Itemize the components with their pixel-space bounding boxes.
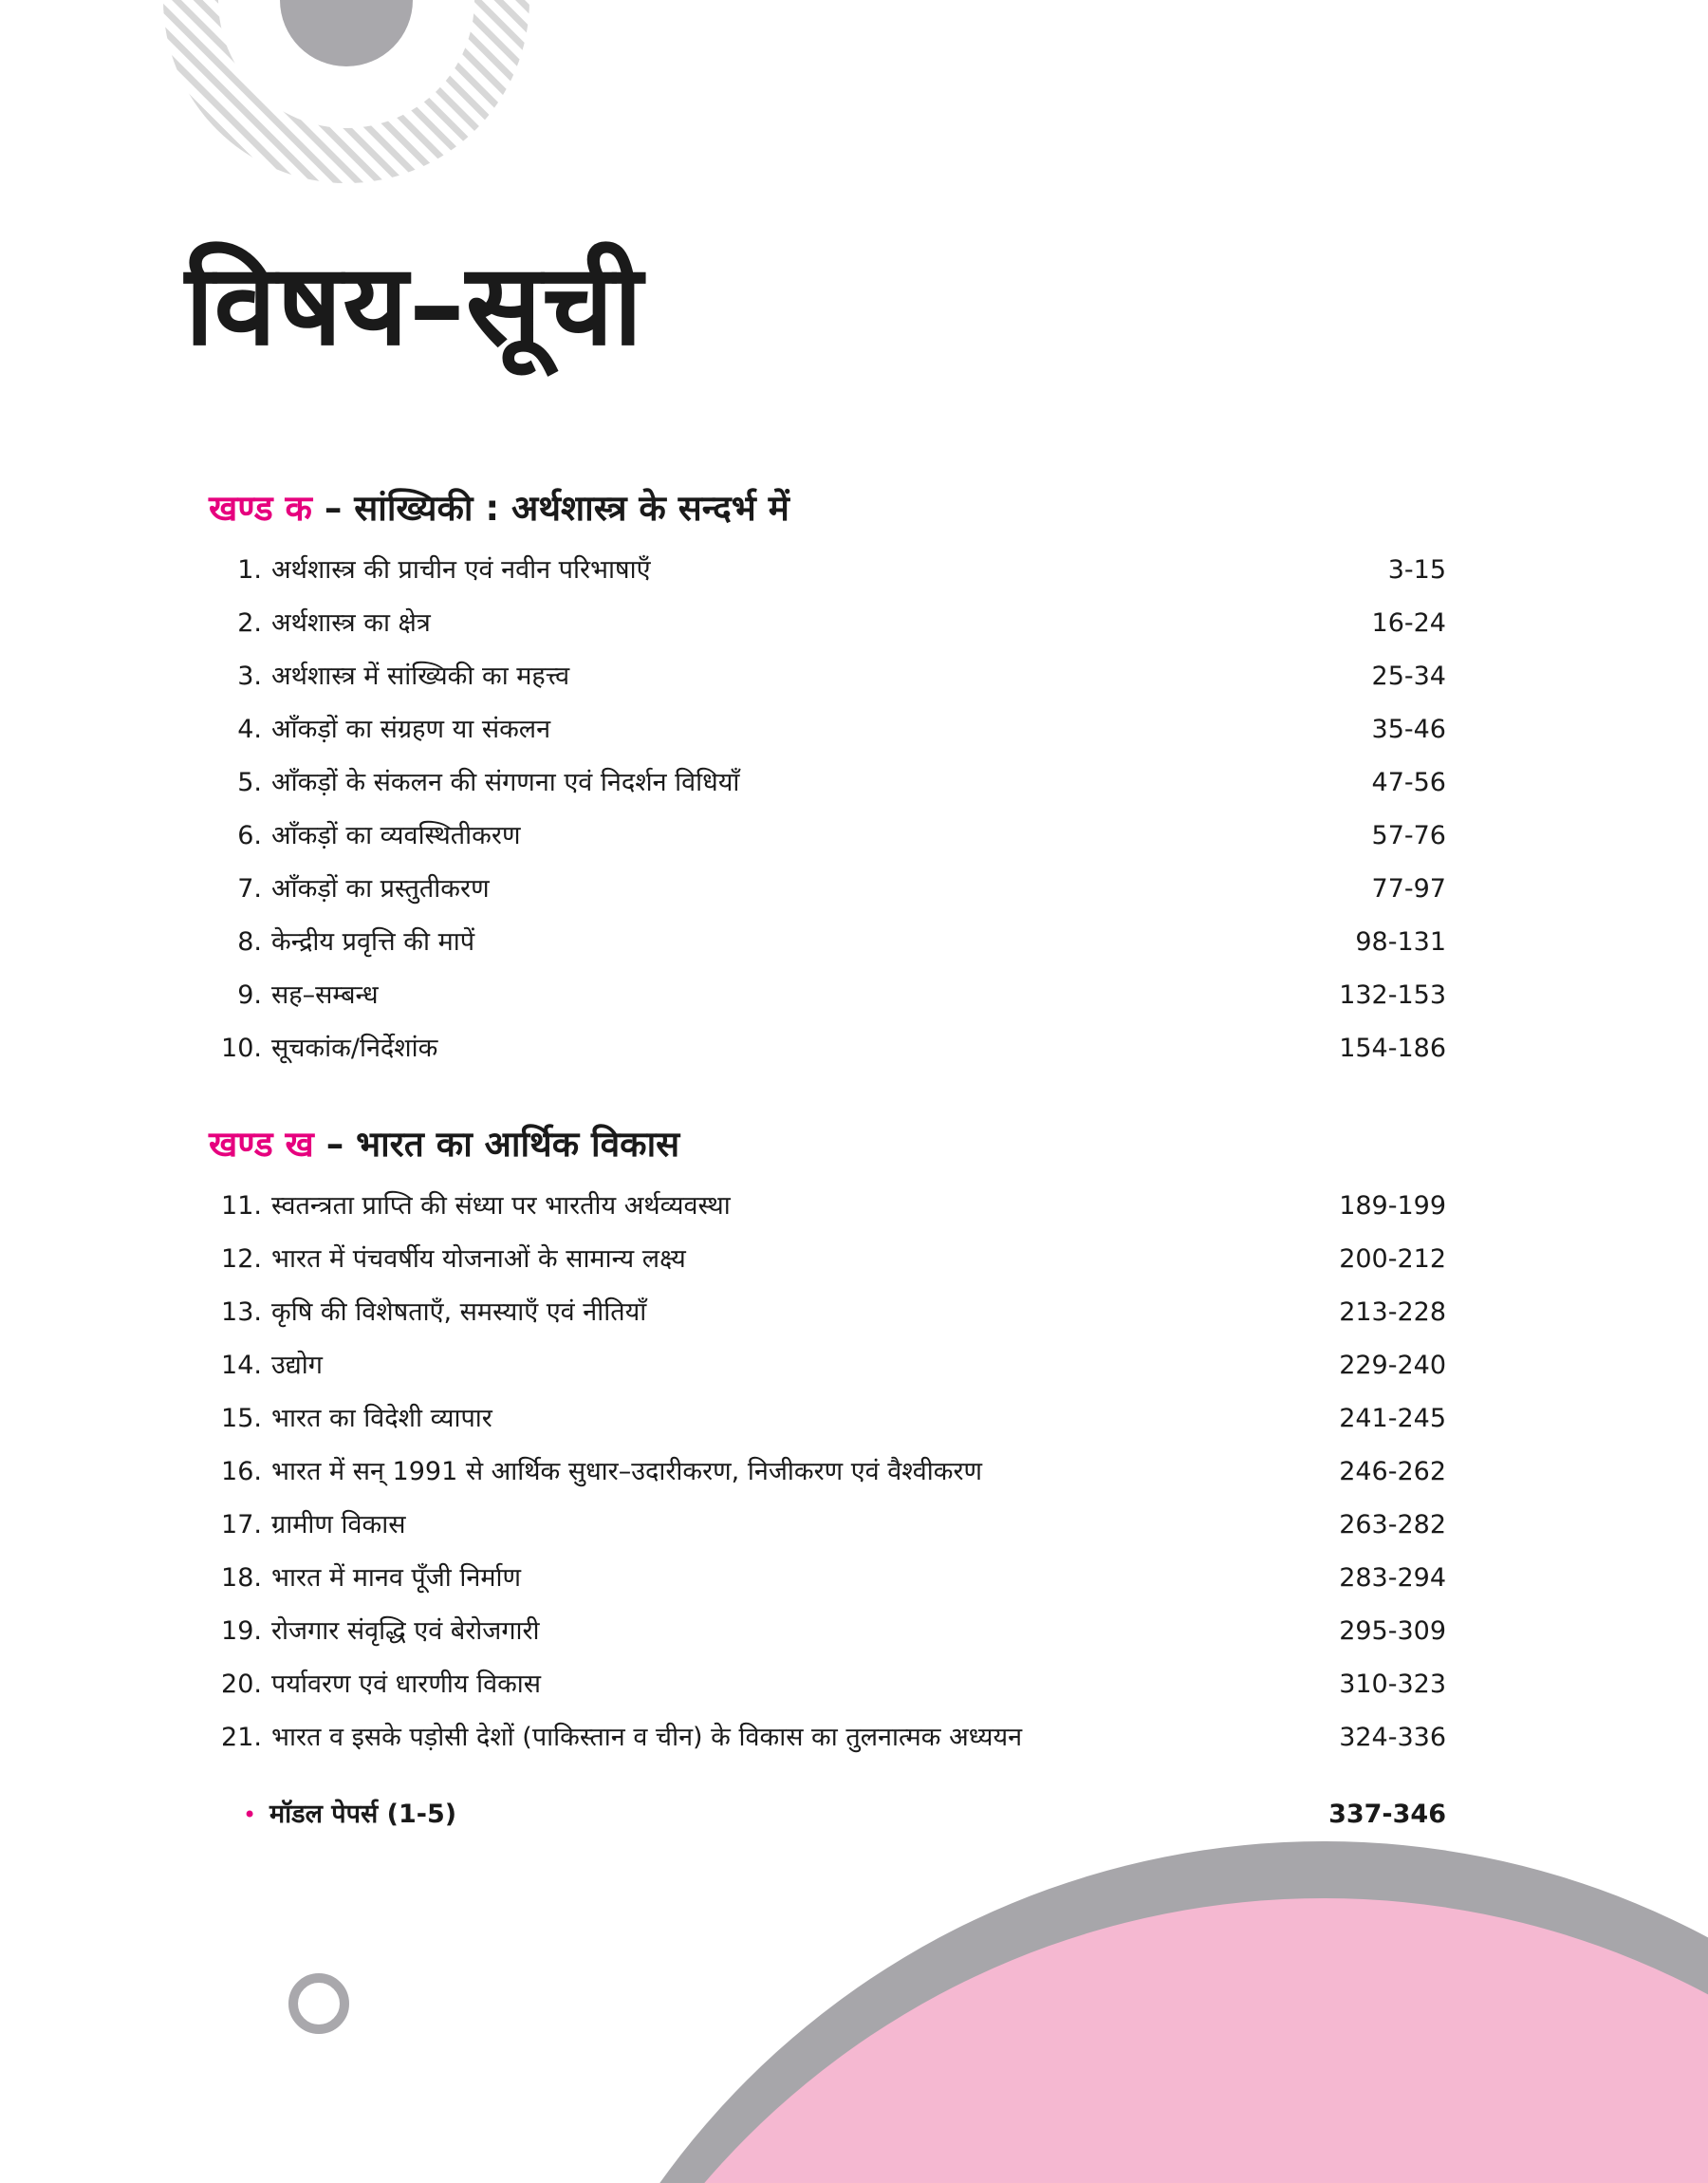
toc-item-title: आँकड़ों के संकलन की संगणना एवं निदर्शन विधियाँ [271,768,740,797]
section-dash: – [325,1124,344,1165]
toc-item[interactable] [216,606,1446,659]
toc-item[interactable] [216,1188,1446,1241]
toc-item[interactable] [216,765,1446,818]
toc-item[interactable] [216,1560,1446,1614]
toc-item-number: 20. [221,1670,262,1699]
toc-item-pages: 200-212 [1339,1244,1446,1274]
toc-item-title: भारत व इसके पड़ोसी देशों (पाकिस्तान व चीन) के विकास का तुलनात्मक अध्ययन [271,1723,1023,1752]
toc-item-title: रोजगार संवृद्धि एवं बेरोजगारी [271,1616,540,1646]
toc-item-pages: 324-336 [1339,1723,1446,1752]
toc-item-pages: 16-24 [1371,608,1446,638]
toc-item-number: 21. [221,1723,262,1752]
toc-item-number: 11. [221,1191,262,1221]
toc-item-title: स्वतन्त्रता प्राप्ति की संध्या पर भारतीय अर्थव्यवस्था [271,1191,731,1221]
toc-item-pages: 241-245 [1339,1404,1446,1433]
toc-item[interactable] [216,1667,1446,1720]
toc-item-title: सह–सम्बन्ध [271,980,379,1010]
toc-item-pages: 3-15 [1387,555,1446,585]
toc-item-pages: 154-186 [1339,1034,1446,1063]
toc-item-pages: 98-131 [1355,927,1446,957]
toc-item[interactable] [216,1295,1446,1348]
toc-item-pages: 132-153 [1339,980,1446,1010]
toc-item-title: भारत में मानव पूँजी निर्माण [271,1563,522,1593]
toc-item[interactable] [216,552,1446,606]
section-title: सांख्यिकी : अर्थशास्त्र के सन्दर्भ में [354,488,789,529]
toc-item-pages: 47-56 [1371,768,1446,797]
toc-item-pages: 295-309 [1339,1616,1446,1646]
toc-list [216,1188,1446,1773]
section-dash: – [324,488,343,529]
toc-item-title: आँकड़ों का व्यवस्थितीकरण [271,821,521,850]
toc-item-title: अर्थशास्त्र में सांख्यिकी का महत्त्व [271,662,570,691]
toc-item-title: अर्थशास्त्र की प्राचीन एवं नवीन परिभाषाएँ [271,555,651,585]
toc-item-pages: 57-76 [1371,821,1446,850]
toc-item[interactable] [216,818,1446,871]
toc-item-number: 4. [237,715,262,744]
toc-item-title: उद्योग [271,1351,323,1380]
toc-item-title: आँकड़ों का प्रस्तुतीकरण [271,874,490,904]
toc-item-number: 8. [237,927,262,957]
toc-item-pages: 283-294 [1339,1563,1446,1593]
toc-item-title: भारत का विदेशी व्यापार [271,1404,492,1433]
toc-item-number: 12. [221,1244,262,1274]
toc-item-number: 14. [221,1351,262,1380]
bullet-icon: • [243,1801,257,1828]
section-heading [209,1124,680,1165]
toc-item-pages: 246-262 [1339,1457,1446,1486]
toc-item-number: 17. [221,1510,262,1539]
toc-list [216,552,1446,1084]
toc-item[interactable] [216,1031,1446,1084]
toc-item-title: ग्रामीण विकास [271,1510,406,1539]
toc-item-pages: 77-97 [1371,874,1446,904]
toc-item-number: 5. [237,768,262,797]
toc-item-number: 15. [221,1404,262,1433]
toc-item[interactable] [216,1454,1446,1507]
toc-item[interactable] [216,1241,1446,1295]
toc-item[interactable] [216,659,1446,712]
toc-item[interactable] [216,1507,1446,1560]
toc-item-number: 9. [237,980,262,1010]
toc-item[interactable] [216,1401,1446,1454]
toc-item-number: 1. [237,555,262,585]
toc-item[interactable] [216,924,1446,978]
toc-item-number: 7. [237,874,262,904]
section-label: खण्ड क [209,488,312,529]
toc-item-title: भारत में पंचवर्षीय योजनाओं के सामान्य लक्ष्य [271,1244,686,1274]
toc-item-pages: 189-199 [1339,1191,1446,1221]
toc-item[interactable] [216,1720,1446,1773]
toc-item[interactable] [216,1614,1446,1667]
toc-item-pages: 35-46 [1371,715,1446,744]
model-papers-pages: 337-346 [1328,1800,1446,1829]
toc-item[interactable] [216,712,1446,765]
toc-item-title: भारत में सन् 1991 से आर्थिक सुधार–उदारीकरण, निजीकरण एवं वैश्वीकरण [271,1457,983,1486]
toc-item-pages: 310-323 [1339,1670,1446,1699]
model-papers-item[interactable] [243,1797,1446,1835]
toc-item[interactable] [216,871,1446,924]
toc-item-number: 2. [237,608,262,638]
toc-item-pages: 263-282 [1339,1510,1446,1539]
page-title: विषय–सूची [185,239,644,370]
section-title: भारत का आर्थिक विकास [356,1124,680,1165]
model-papers-title: मॉडल पेपर्स (1-5) [269,1800,457,1829]
toc-item-pages: 213-228 [1339,1297,1446,1327]
section-label: खण्ड ख [209,1124,314,1165]
toc-item-title: अर्थशास्त्र का क्षेत्र [271,608,431,638]
section-heading [209,488,789,529]
toc-item-title: केन्द्रीय प्रवृत्ति की मापें [271,927,475,957]
toc-item-title: कृषि की विशेषताएँ, समस्याएँ एवं नीतियाँ [271,1297,647,1327]
toc-item-number: 13. [221,1297,262,1327]
toc-item-number: 3. [237,662,262,691]
toc-item-title: सूचकांक/निर्देशांक [271,1034,438,1063]
toc-item-title: आँकड़ों का संग्रहण या संकलन [271,715,551,744]
toc-item-number: 19. [221,1616,262,1646]
toc-item-title: पर्यावरण एवं धारणीय विकास [271,1670,542,1699]
toc-item[interactable] [216,1348,1446,1401]
toc-item-pages: 229-240 [1339,1351,1446,1380]
toc-item-number: 18. [221,1563,262,1593]
toc-item-number: 6. [237,821,262,850]
toc-item-number: 16. [221,1457,262,1486]
toc-item[interactable] [216,978,1446,1031]
toc-item-number: 10. [221,1034,262,1063]
toc-item-pages: 25-34 [1371,662,1446,691]
